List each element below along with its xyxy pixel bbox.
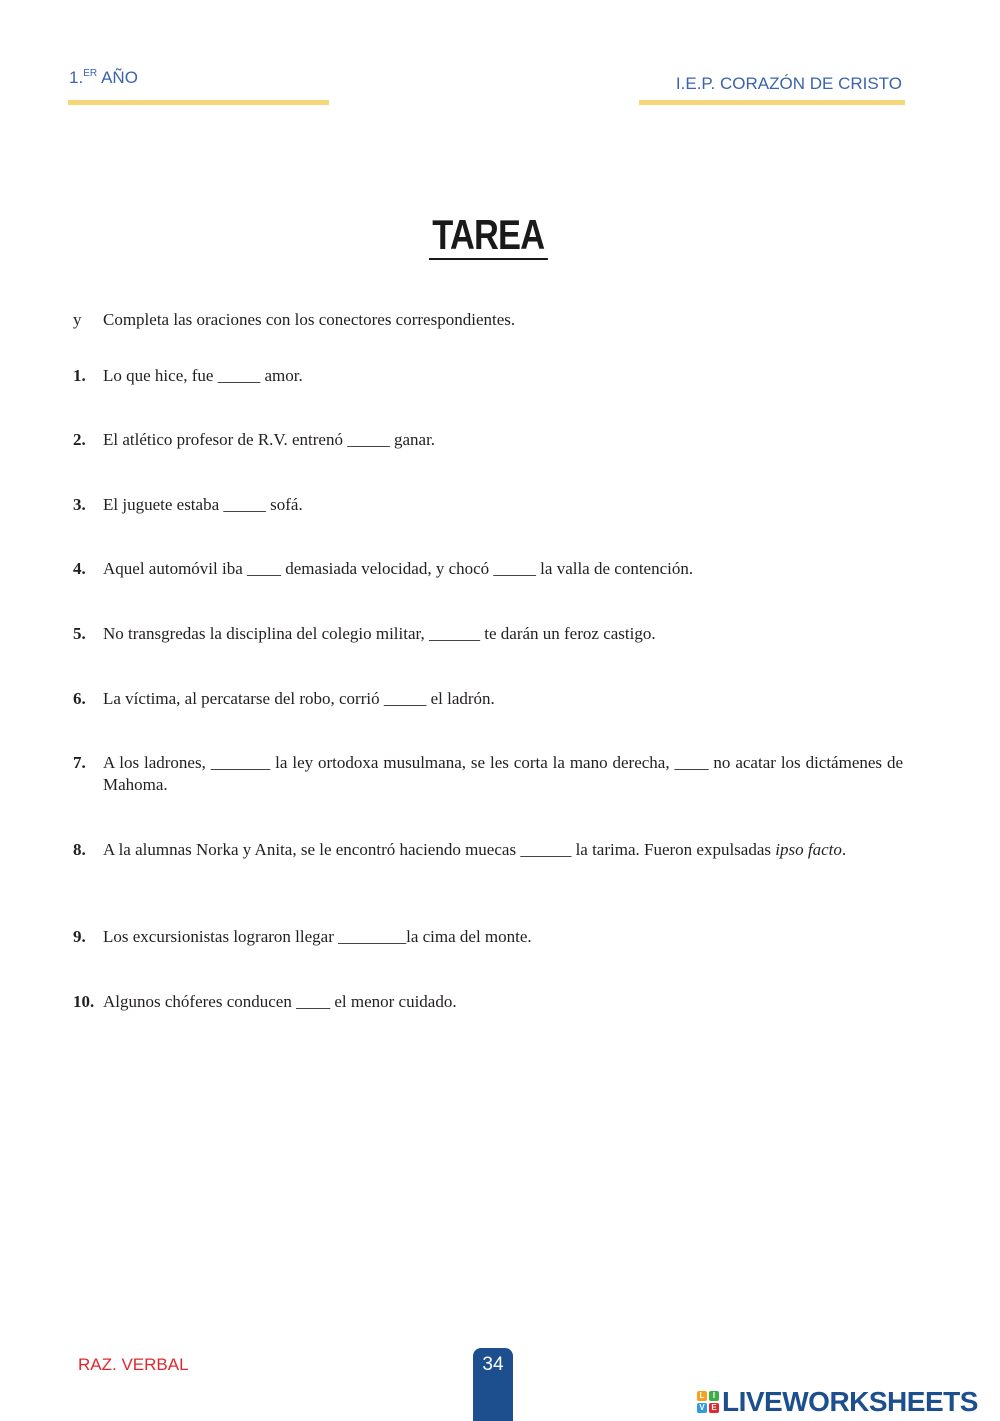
exercise-item-3 — [73, 494, 903, 516]
item-text: Algunos chóferes conducen ____ el menor cuidado. — [103, 992, 457, 1011]
subject-label: RAZ. VERBAL — [78, 1355, 189, 1374]
item-text: A la alumnas Norka y Anita, se le encontró haciendo muecas ______ la tarima. Fueron expulsadas — [103, 840, 776, 859]
header-rule-left — [68, 100, 329, 105]
logo-letter-e: E — [709, 1403, 719, 1413]
exercise-item-1 — [73, 365, 903, 387]
item-text: Lo que hice, fue _____ amor. — [103, 366, 303, 385]
grade-superscript: ER — [83, 68, 98, 79]
page-number: 34 — [473, 1348, 513, 1421]
exercise-item-6 — [73, 688, 903, 710]
exercise-item-5 — [73, 623, 903, 645]
item-number: 10. — [73, 992, 95, 1011]
liveworksheets-logo — [697, 1386, 978, 1418]
exercise-item-9 — [73, 926, 903, 948]
grade-label — [69, 68, 138, 88]
item-text-wrap — [103, 839, 903, 861]
item-number: 5. — [73, 624, 86, 643]
exercise-item-10 — [73, 991, 903, 1013]
item-number: 4. — [73, 559, 86, 578]
item-text-end: . — [841, 840, 847, 859]
exercise-item-2 — [73, 429, 903, 451]
school-name: I.E.P. CORAZÓN DE CRISTO — [675, 74, 902, 93]
item-text: A los ladrones, _______ la ley ortodoxa musulmana, se les corta la mano derecha, ____ no acatar los dictámenes de Mahoma. — [103, 753, 903, 794]
item-number: 2. — [73, 430, 86, 449]
instruction — [73, 310, 515, 330]
exercise-item-8 — [73, 839, 903, 861]
item-text: Los excursionistas lograron llegar ________la cima del monte. — [103, 927, 532, 946]
item-number: 9. — [73, 927, 86, 946]
item-number: 1. — [73, 366, 86, 385]
grade-number: 1. — [69, 68, 84, 87]
item-text: La víctima, al percatarse del robo, corrió _____ el ladrón. — [103, 689, 495, 708]
item-text-italic: ipso facto — [775, 840, 842, 859]
instruction-bullet: y — [73, 310, 82, 329]
logo-letter-i: I — [709, 1391, 719, 1401]
brand-name: LIVEWORKSHEETS — [722, 1386, 978, 1417]
item-number: 6. — [73, 689, 86, 708]
grade-word: AÑO — [101, 68, 138, 87]
page-title: TAREA — [429, 212, 548, 260]
logo-letter-v: V — [697, 1403, 707, 1413]
item-text: No transgredas la disciplina del colegio militar, ______ te darán un feroz castigo. — [103, 624, 656, 643]
item-text: Aquel automóvil iba ____ demasiada velocidad, y chocó _____ la valla de contención. — [103, 559, 694, 578]
page-title-wrap — [0, 212, 976, 260]
header-rule-right — [639, 100, 905, 105]
exercise-item-4 — [73, 558, 903, 580]
liveworksheets-icon — [697, 1391, 719, 1413]
item-number: 8. — [73, 840, 86, 859]
item-number: 7. — [73, 753, 86, 772]
item-number: 3. — [73, 495, 86, 514]
instruction-text: Completa las oraciones con los conectores correspondientes. — [103, 310, 516, 329]
exercise-item-7 — [73, 752, 903, 796]
logo-letter-l: L — [697, 1391, 707, 1401]
item-text: El atlético profesor de R.V. entrenó _____ ganar. — [103, 430, 436, 449]
item-text: El juguete estaba _____ sofá. — [103, 495, 303, 514]
